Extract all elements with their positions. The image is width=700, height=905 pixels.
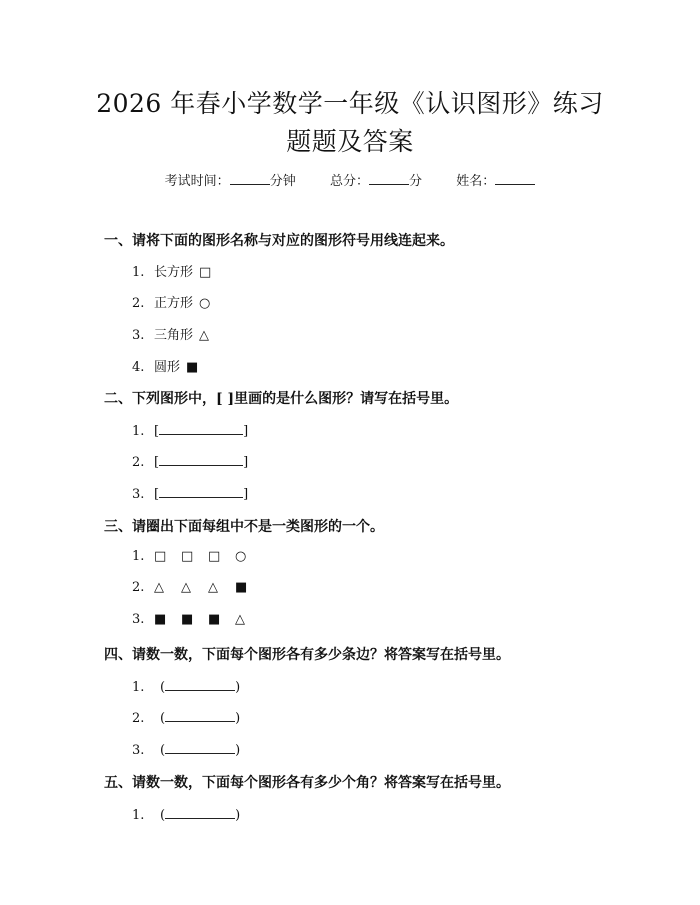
section-5-item (132, 805, 240, 823)
section-3-title: 三、请圈出下面每组中不是一类图形的一个。 (104, 519, 384, 535)
filled-square-icon[interactable]: ■ (181, 612, 194, 627)
item-number: 1. (132, 265, 145, 280)
item-number: 4. (132, 360, 145, 375)
close-paren: ) (235, 711, 241, 726)
close-paren: ) (235, 808, 241, 823)
triangle-outline-icon[interactable]: △ (181, 580, 191, 595)
open-paren: ( (160, 808, 166, 823)
time-blank[interactable] (230, 172, 270, 185)
section-2-title: 二、下列图形中，[ ]里画的是什么图形？请写在括号里。 (104, 391, 459, 407)
name-blank[interactable] (495, 172, 535, 185)
open-bracket: [ (154, 455, 160, 470)
open-bracket: [ (154, 487, 160, 502)
item-number: 1. (132, 549, 145, 564)
filled-square-icon[interactable]: ■ (186, 360, 199, 375)
score-blank[interactable] (369, 172, 409, 185)
section-3-item (132, 612, 262, 627)
exam-info (0, 170, 700, 189)
section-3-item (132, 549, 262, 564)
close-bracket: ] (243, 424, 249, 439)
circle-outline-icon[interactable]: ○ (199, 296, 211, 311)
section-2-item (132, 421, 248, 439)
answer-blank[interactable] (159, 484, 243, 498)
item-number: 3. (132, 612, 145, 627)
section-1-title: 一、请将下面的图形名称与对应的图形符号用线连起来。 (104, 233, 454, 249)
item-number: 3. (132, 743, 145, 758)
shape-name: 正方形 (154, 296, 194, 311)
close-bracket: ] (243, 455, 249, 470)
section-1-item (132, 324, 209, 343)
score-label: 总分： (329, 174, 369, 189)
answer-blank[interactable] (165, 677, 235, 691)
answer-blank[interactable] (159, 421, 243, 435)
item-number: 1. (132, 808, 145, 823)
square-outline-icon[interactable]: □ (199, 265, 212, 280)
triangle-outline-icon[interactable]: △ (208, 580, 218, 595)
answer-blank[interactable] (159, 452, 243, 466)
page-title-line-1: 2026 年春小学数学一年级《认识图形》练习 (96, 89, 604, 118)
open-paren: ( (160, 743, 166, 758)
filled-square-icon[interactable]: ■ (154, 612, 167, 627)
circle-outline-icon[interactable]: ○ (235, 549, 247, 564)
filled-square-icon[interactable]: ■ (235, 580, 248, 595)
filled-square-icon[interactable]: ■ (208, 612, 221, 627)
close-paren: ) (235, 743, 241, 758)
item-number: 2. (132, 296, 145, 311)
item-number: 1. (132, 680, 145, 695)
item-number: 3. (132, 487, 145, 502)
open-paren: ( (160, 680, 166, 695)
section-3-item (132, 580, 262, 595)
item-number: 2. (132, 455, 145, 470)
score-unit: 分 (409, 174, 423, 189)
item-number: 3. (132, 328, 145, 343)
square-outline-icon[interactable]: □ (208, 549, 221, 564)
section-1-item (132, 356, 198, 375)
page-title-line-2: 题题及答案 (286, 127, 414, 156)
section-4-item (132, 708, 240, 726)
item-number: 1. (132, 424, 145, 439)
open-bracket: [ (154, 424, 160, 439)
answer-blank[interactable] (165, 805, 235, 819)
answer-blank[interactable] (165, 740, 235, 754)
shape-name: 长方形 (154, 265, 194, 280)
triangle-outline-icon[interactable]: △ (154, 580, 164, 595)
square-outline-icon[interactable]: □ (154, 549, 167, 564)
answer-blank[interactable] (165, 708, 235, 722)
triangle-outline-icon[interactable]: △ (199, 328, 210, 343)
section-2-item (132, 452, 248, 470)
open-paren: ( (160, 711, 166, 726)
square-outline-icon[interactable]: □ (181, 549, 194, 564)
shape-name: 三角形 (154, 328, 194, 343)
time-label: 考试时间： (164, 174, 230, 189)
section-5-title: 五、请数一数，下面每个图形各有多少个角？将答案写在括号里。 (104, 775, 510, 791)
item-number: 2. (132, 580, 145, 595)
section-2-item (132, 484, 248, 502)
time-unit: 分钟 (269, 174, 296, 189)
close-bracket: ] (243, 487, 249, 502)
section-4-title: 四、请数一数，下面每个图形各有多少条边？将答案写在括号里。 (104, 647, 510, 663)
triangle-outline-icon[interactable]: △ (235, 612, 245, 627)
section-1-item (132, 261, 211, 280)
section-4-item (132, 677, 240, 695)
close-paren: ) (235, 680, 241, 695)
section-4-item (132, 740, 240, 758)
item-number: 2. (132, 711, 145, 726)
name-label: 姓名： (456, 174, 496, 189)
section-1-item (132, 292, 210, 311)
shape-name: 圆形 (154, 360, 181, 375)
